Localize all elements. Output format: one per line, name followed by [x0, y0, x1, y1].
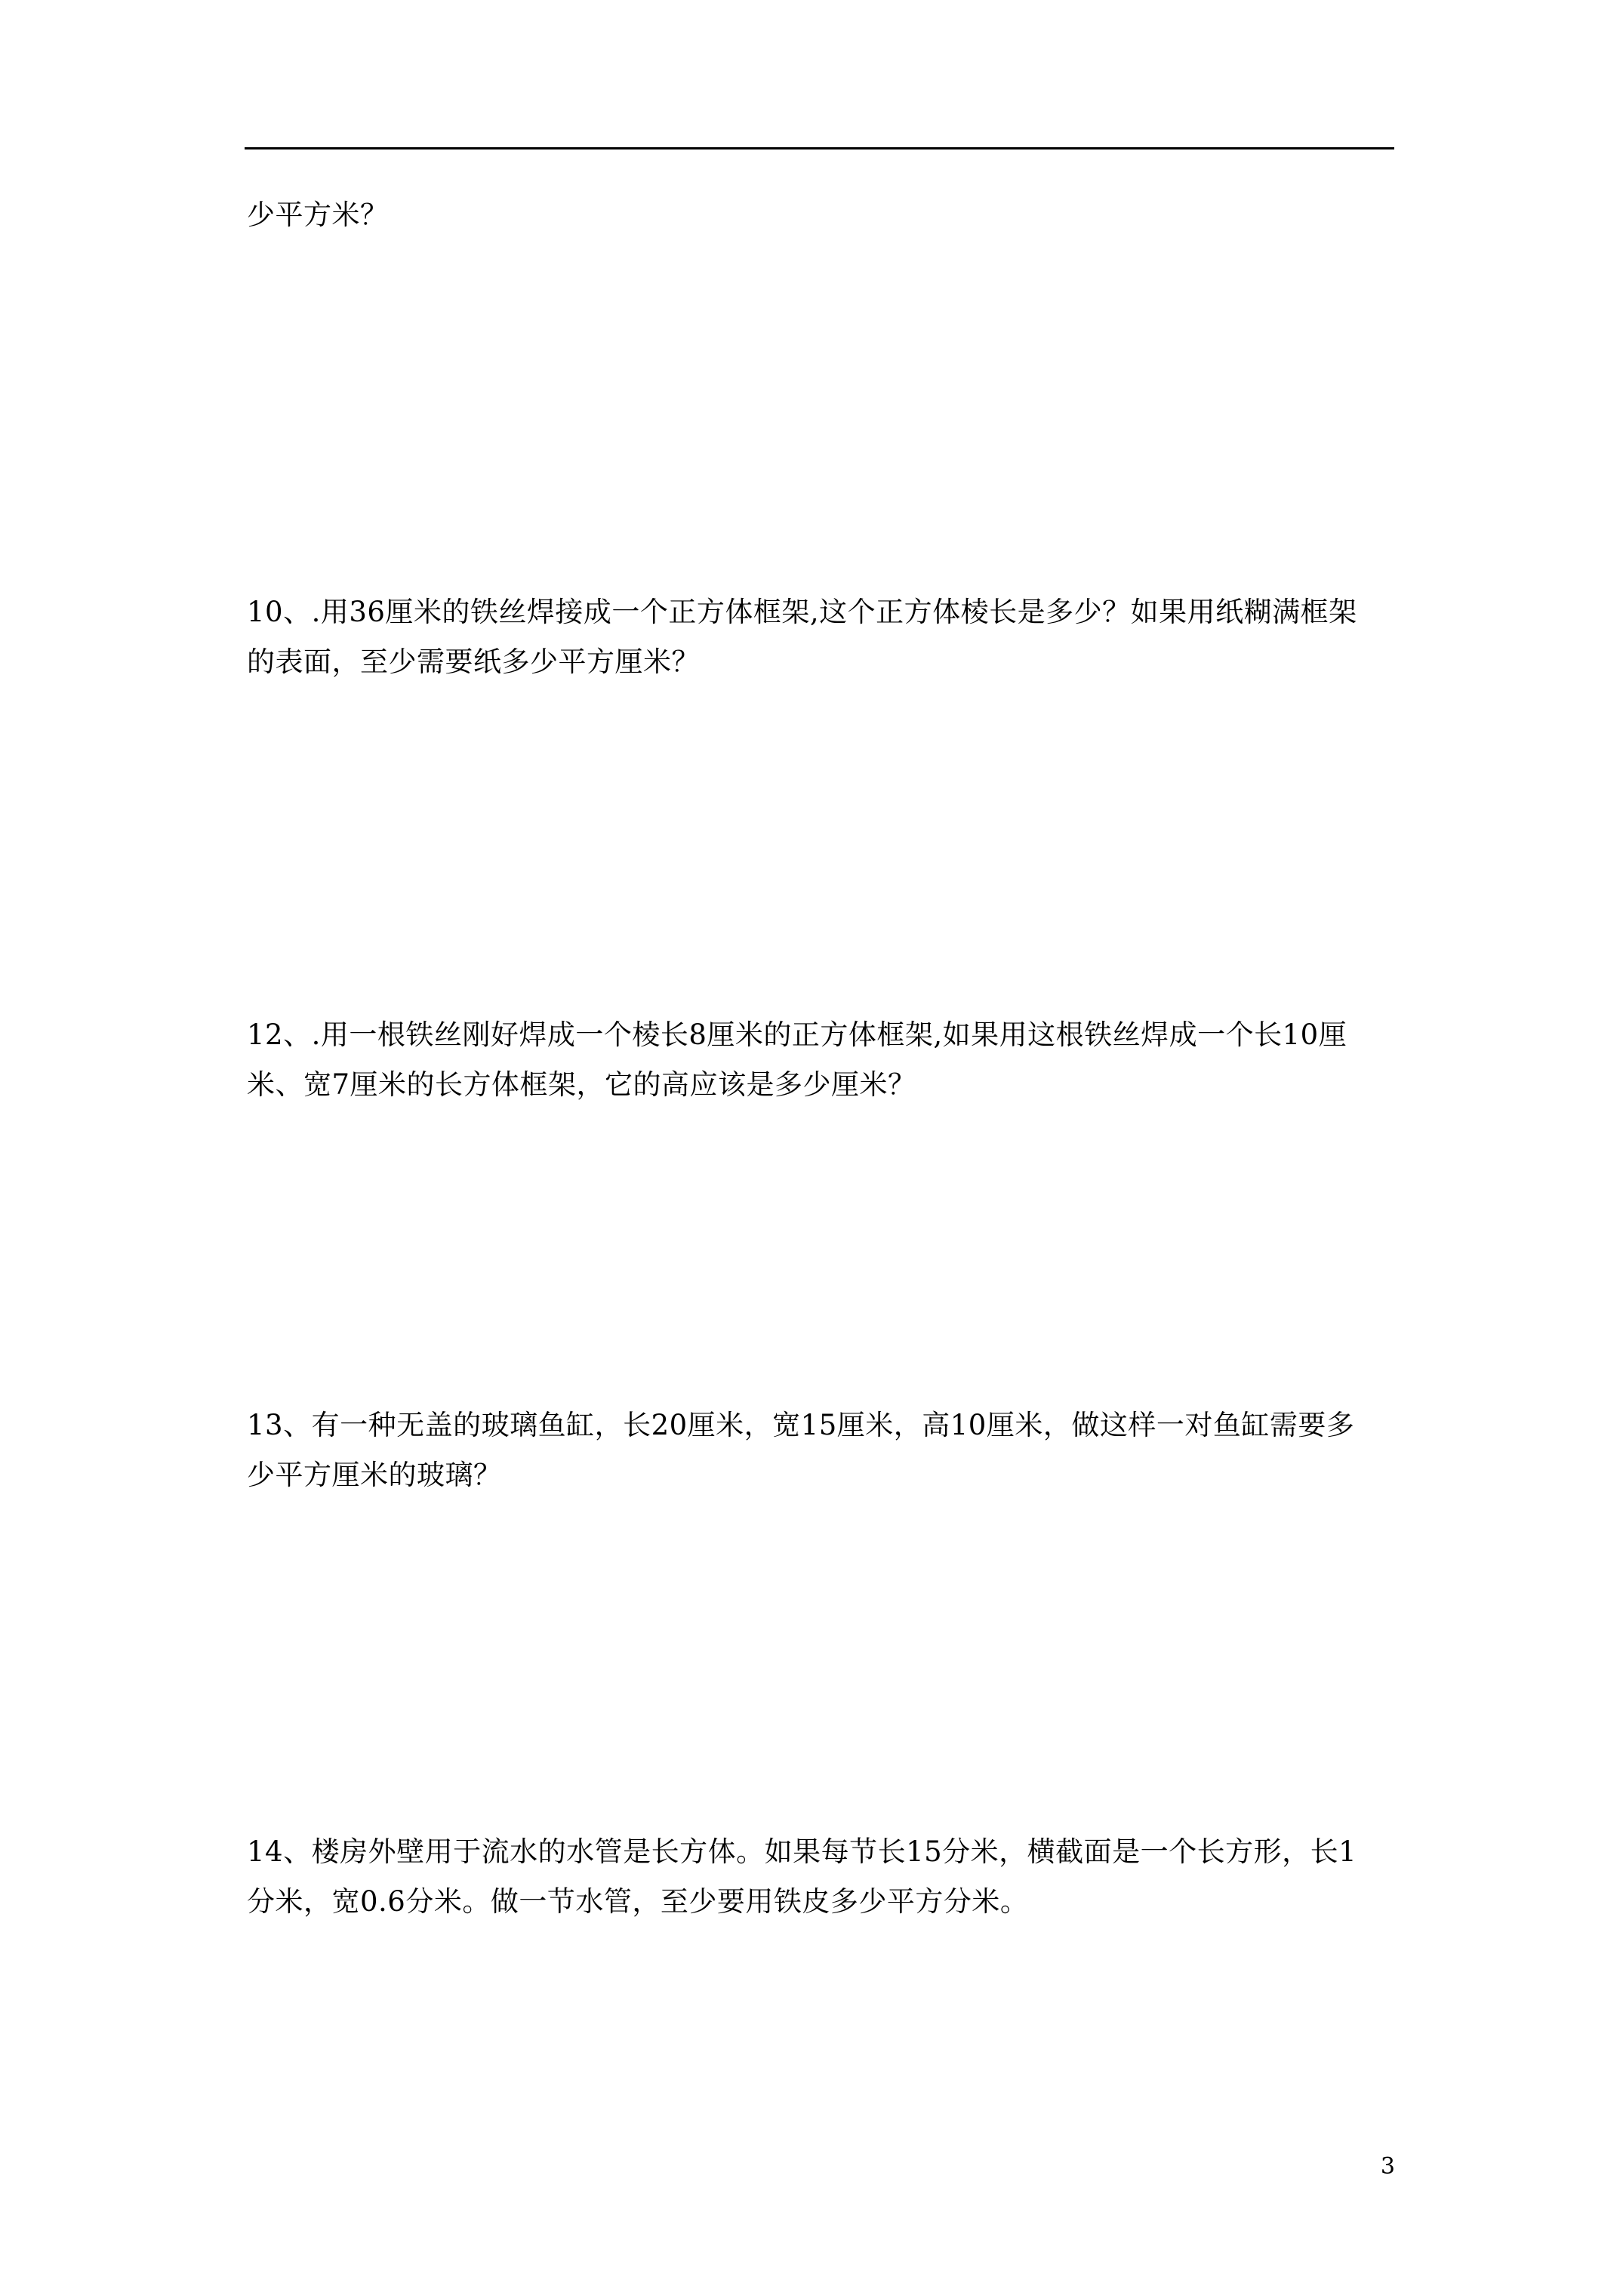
question-10	[247, 587, 1394, 687]
question-14	[247, 1827, 1394, 1927]
question-14-line-2: 分米，宽0.6分米。做一节水管，至少要用铁皮多少平方分米。	[247, 1885, 1029, 1918]
question-13	[247, 1401, 1394, 1500]
question-10-line-1: 10、.用36厘米的铁丝焊接成一个正方体框架,这个正方体棱长是多少？如果用纸糊满框架	[247, 596, 1357, 628]
question-13-line-2: 少平方厘米的玻璃？	[247, 1459, 502, 1491]
page-number: 3	[1380, 2153, 1395, 2180]
question-12-line-1: 12、.用一根铁丝刚好焊成一个棱长8厘米的正方体框架,如果用这根铁丝焊成一个长10厘	[247, 1019, 1347, 1051]
header-rule	[245, 147, 1394, 149]
question-14-line-1: 14、楼房外壁用于流水的水管是长方体。如果每节长15分米，横截面是一个长方形，长1	[247, 1835, 1357, 1868]
continuation-line: 少平方米？	[247, 199, 389, 231]
question-10-line-2: 的表面，至少需要纸多少平方厘米？	[247, 646, 700, 678]
question-13-line-1: 13、有一种无盖的玻璃鱼缸，长20厘米，宽15厘米，高10厘米，做这样一对鱼缸需要多	[247, 1409, 1355, 1441]
question-12	[247, 1010, 1394, 1110]
question-12-line-2: 米、宽7厘米的长方体框架，它的高应该是多少厘米？	[247, 1068, 916, 1101]
continuation-text	[247, 190, 1394, 240]
